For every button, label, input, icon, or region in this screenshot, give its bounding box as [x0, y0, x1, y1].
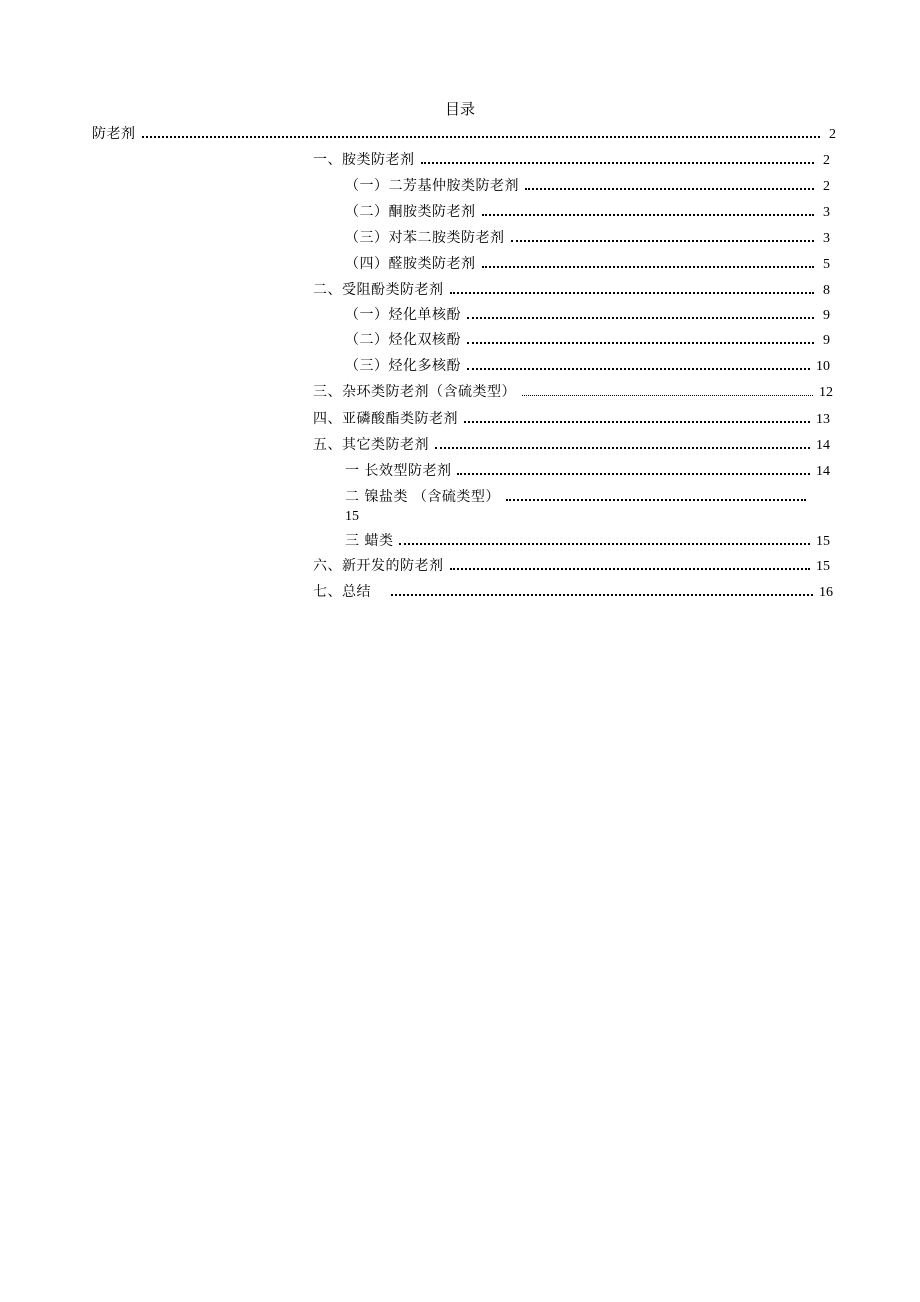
dot-leader: [467, 317, 814, 319]
toc-entry-page: 13: [816, 412, 830, 427]
toc-entry-page: 9: [823, 308, 830, 323]
toc-entry[interactable]: [92, 124, 836, 144]
toc-entry-page: 8: [823, 283, 830, 298]
toc-entry-page: 14: [816, 438, 830, 453]
toc-entry-label: 七、总结: [313, 584, 371, 600]
dot-leader: [391, 594, 813, 596]
toc-entry[interactable]: [345, 176, 830, 196]
toc-entry[interactable]: [313, 435, 830, 455]
toc-entry[interactable]: [313, 409, 830, 429]
toc-entry-page: 15: [345, 509, 359, 524]
dot-leader: [482, 266, 815, 268]
toc-entry[interactable]: [313, 382, 833, 402]
dot-leader: [450, 568, 811, 570]
dot-leader: [511, 240, 815, 242]
toc-entry[interactable]: [313, 556, 830, 576]
toc-entry[interactable]: [345, 305, 830, 325]
toc-entry-label: 三、杂环类防老剂（含硫类型）: [313, 384, 516, 400]
toc-entry-page: 5: [823, 257, 830, 272]
dot-leader: [421, 162, 815, 164]
toc-entry-page: 10: [816, 359, 830, 374]
dot-leader: [142, 136, 821, 138]
toc-entry-label: 五、其它类防老剂: [313, 437, 429, 453]
toc-entry-label: （二）烃化双核酚: [345, 332, 461, 348]
dot-leader: [467, 368, 810, 370]
dot-leader: [450, 292, 815, 294]
toc-entry-label: 六、新开发的防老剂: [313, 558, 444, 574]
toc-entry-label: （一）二芳基仲胺类防老剂: [345, 178, 519, 194]
toc-entry-page: 14: [816, 464, 830, 479]
toc-entry-page: 3: [823, 231, 830, 246]
dot-leader: [525, 188, 814, 190]
dot-leader: [506, 499, 806, 501]
toc-entry[interactable]: [345, 228, 830, 248]
toc-entry[interactable]: [345, 531, 830, 551]
toc-entry[interactable]: [345, 202, 830, 222]
dot-leader: [457, 473, 810, 475]
toc-entry[interactable]: [345, 254, 830, 274]
toc-entry[interactable]: [313, 280, 830, 300]
toc-entry[interactable]: [345, 330, 830, 350]
dot-leader: [464, 421, 810, 423]
toc-entry[interactable]: [345, 461, 830, 481]
dot-leader: [467, 342, 814, 344]
toc-entry-page: 15: [816, 559, 830, 574]
toc-entry-label: 二 镍盐类 （含硫类型）: [345, 489, 500, 505]
toc-entry-label: （二）酮胺类防老剂: [345, 204, 476, 220]
toc-entry-page: 2: [823, 179, 830, 194]
toc-entry-page: 3: [823, 205, 830, 220]
dot-leader: [522, 395, 813, 396]
toc-entry-label: 二、受阻酚类防老剂: [313, 282, 444, 298]
toc-entry-page: 16: [819, 585, 833, 600]
toc-entry-label: 防老剂: [92, 126, 136, 142]
toc-entry-page: 15: [816, 534, 830, 549]
dot-leader: [482, 214, 815, 216]
toc-entry-label: 一、胺类防老剂: [313, 152, 415, 168]
toc-entry-label: 一 长效型防老剂: [345, 463, 452, 479]
toc-entry[interactable]: [345, 356, 830, 376]
toc-entry-label: （四）醛胺类防老剂: [345, 256, 476, 272]
toc-entry-page: 9: [823, 333, 830, 348]
toc-entry-label: 四、亚磷酸酯类防老剂: [313, 411, 458, 427]
toc-entry-page: 2: [823, 153, 830, 168]
toc-entry[interactable]: [313, 150, 830, 170]
toc-entry-label: （三）烃化多核酚: [345, 358, 461, 374]
toc-entry[interactable]: [313, 582, 833, 602]
dot-leader: [399, 543, 810, 545]
toc-entry-label: （一）烃化单核酚: [345, 307, 461, 323]
toc-entry-label: 三 蜡类: [345, 533, 394, 549]
toc-entry-page: 12: [819, 385, 833, 400]
toc-entry-label: （三）对苯二胺类防老剂: [345, 230, 505, 246]
dot-leader: [435, 447, 810, 449]
toc-title: 目录: [444, 100, 475, 118]
toc-entry[interactable]: [345, 487, 812, 507]
toc-entry-page: 2: [829, 127, 836, 142]
